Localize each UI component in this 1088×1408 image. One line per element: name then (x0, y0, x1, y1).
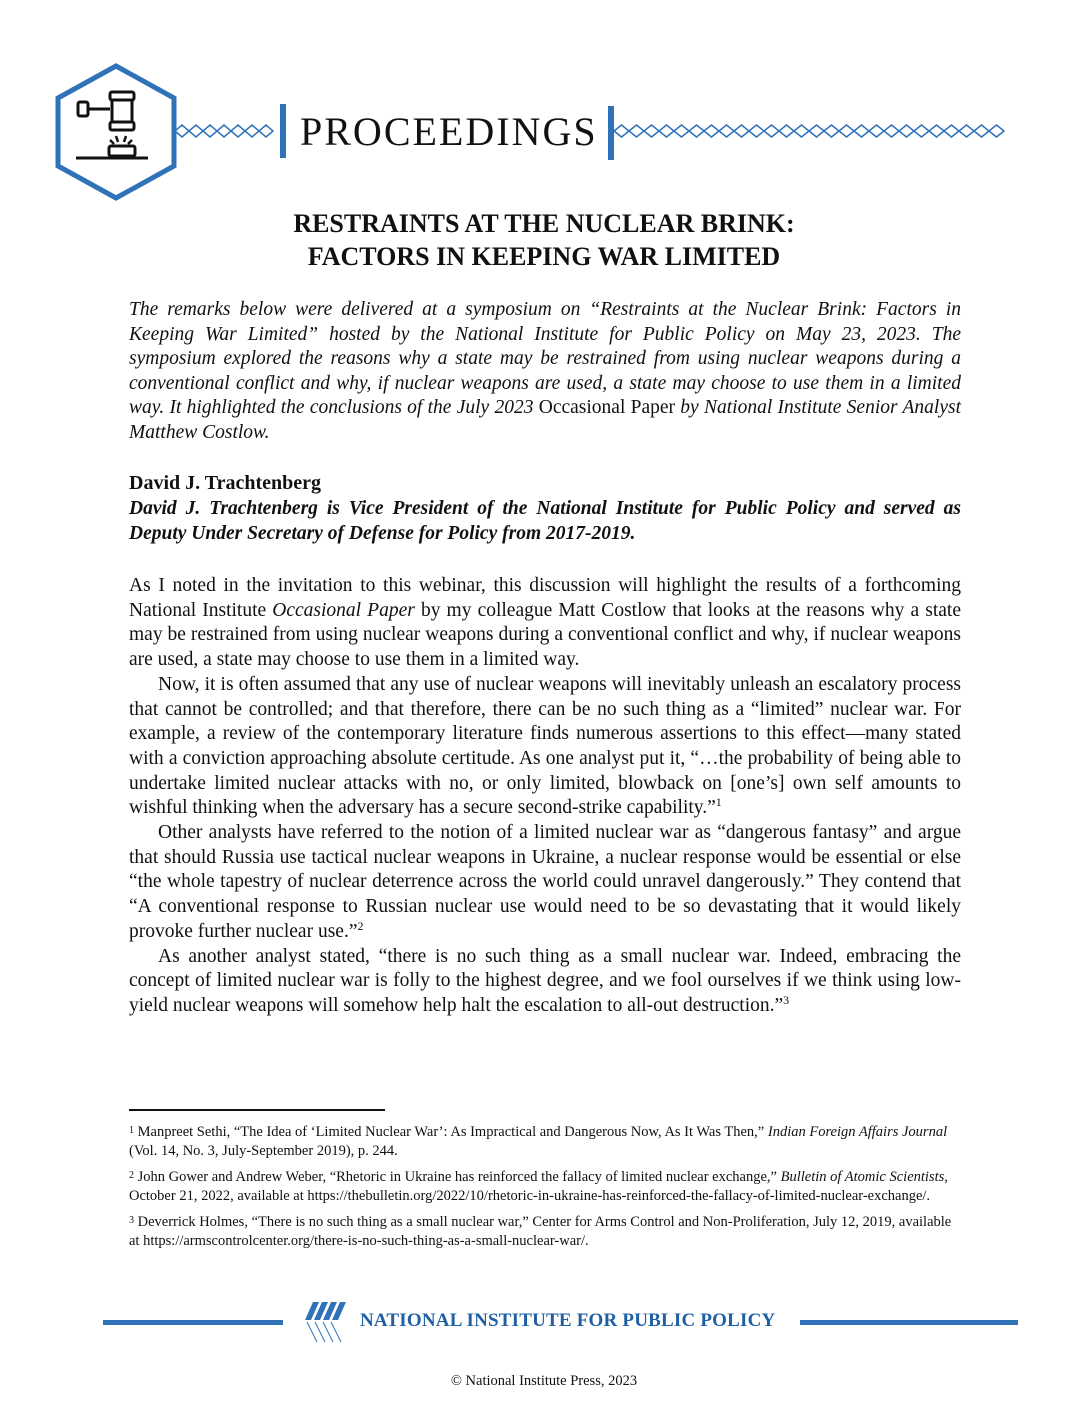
footnote-publication: Indian Foreign Affairs Journal (767, 1124, 948, 1140)
body-paragraph (129, 945, 961, 1019)
footnote-text: Manpreet Sethi, “The Idea of ‘Limited Nuclear War’: As Impractical and Dangerous Now, As It Was Then,” (134, 1124, 768, 1140)
footer-rule-right (800, 1320, 1018, 1325)
page-header (0, 0, 1088, 200)
footnotes (129, 1121, 961, 1255)
footnote-publication: Bulletin of Atomic Scientists (780, 1168, 945, 1185)
body-text: Now, it is often assumed that any use of nuclear weapons will inevitably unleash an escalatory process that cannot be controlled; and that therefore, there can be no such thing as a “limited” nuclear war. For example, a review of the contemporary literature finds numerous assertions to this effect—many stated with a conviction approaching absolute certitude. As one analyst put it, “…the probability of being able to undertake limited nuclear attacks with no, or only limited, blowback on [one’s] own self amounts to wishful thinking when the adversary has a secure second-strike capability.” (129, 673, 961, 819)
body-paragraph (129, 673, 961, 821)
footnote-link-text[interactable]: , October 21, 2022, available at https://thebulletin.org/2022/10/rhetoric-in-ukraine-has-reinforced-the-fallacy-of-limited-nuclear-exchange/. (129, 1168, 948, 1205)
footnote-ref-2[interactable]: 2 (357, 918, 364, 933)
nipp-stripes-logo-icon (303, 1300, 351, 1344)
body-text: by my colleague Matt Costlow that looks at the reasons why a state may be restrained from using nuclear weapons during a conventional conflict and why, if nuclear weapons are used, a state may choose to use them in a limited way. (129, 599, 961, 671)
intro-publication-name: Occasional Paper (538, 397, 676, 419)
footnote-ref-1[interactable]: 1 (715, 795, 722, 810)
title-line-1: RESTRAINTS AT THE NUCLEAR BRINK: (293, 209, 795, 238)
body-paragraph (129, 821, 961, 945)
footnote-3 (129, 1211, 961, 1252)
intro-text: The remarks below were delivered at a symposium on “Restraints at the Nuclear Brink: Factors in Keeping War Limited” hosted by the National Institute for Public Policy on May 23, 2023. The symposium explored the reasons why a state may be restrained from using nuclear weapons during a conventional conflict and why, if nuclear weapons are used, a state may choose to use them in a limited way. It highlighted the conclusions of the July 2023 (129, 299, 961, 419)
diamond-chain-left-decoration (175, 124, 280, 138)
footnote-number: 3 (129, 1214, 134, 1226)
footnote-link-text[interactable]: Deverrick Holmes, “There is no such thing as a small nuclear war,” Center for Arms Control and Non-Proliferation, July 12, 2019, available at https://armscontrolcenter.org/there-is-no-such-thing-as-a-small-nuclear-war/. (129, 1213, 952, 1250)
footnote-ref-3[interactable]: 3 (783, 992, 790, 1007)
footer-rule-left (103, 1320, 283, 1325)
footnote-text: John Gower and Andrew Weber, “Rhetoric in Ukraine has reinforced the fallacy of limited nuclear exchange,” (134, 1168, 781, 1185)
footnote-1 (129, 1121, 961, 1162)
speaker-bio: David J. Trachtenberg is Vice President of the National Institute for Public Policy and served as Deputy Under Secretary of Defense for Policy from 2017-2019. (129, 498, 961, 544)
copyright-notice: © National Institute Press, 2023 (450, 1373, 638, 1389)
publication-name: Occasional Paper (272, 599, 415, 621)
article-body (129, 574, 961, 1019)
footer-organization-name: NATIONAL INSTITUTE FOR PUBLIC POLICY (360, 1310, 776, 1331)
body-text: As I noted in the invitation to this webinar, this discussion will highlight the results of a forthcoming National Institute (129, 575, 961, 621)
speaker-name: David J. Trachtenberg (129, 472, 322, 494)
footnote-number: 1 (129, 1125, 134, 1136)
gavel-icon (52, 62, 180, 202)
footnote-2 (129, 1166, 961, 1207)
document-title (0, 207, 1088, 273)
header-bar-left (280, 104, 286, 158)
body-paragraph (129, 574, 961, 673)
footnote-text: (Vol. 14, No. 3, July-September 2019), p. 244. (129, 1143, 398, 1160)
series-label: PROCEEDINGS (300, 109, 598, 154)
diamond-chain-right-decoration (614, 124, 1014, 138)
body-text: Other analysts have referred to the notion of a limited nuclear war as “dangerous fantasy” and argue that should Russia use tactical nuclear weapons in Ukraine, a nuclear response would be essential or else “the whole tapestry of nuclear deterrence across the world could unravel dangerously.” They contend that “A conventional response to Russian nuclear use would need to be so devastating that it would likely provoke further nuclear use.” (129, 822, 961, 942)
footnote-divider (129, 1109, 385, 1111)
body-text: As another analyst stated, “there is no such thing as a small nuclear war. Indeed, embracing the concept of limited nuclear war is folly to the highest degree, and we fool ourselves if we think using low-yield nuclear weapons will somehow help halt the escalation to all-out destruction.” (129, 945, 961, 1016)
title-line-2: FACTORS IN KEEPING WAR LIMITED (307, 242, 781, 271)
intro-text-end: by National Institute Senior Analyst Matthew Costlow. (129, 397, 961, 443)
intro-paragraph (129, 298, 961, 446)
footnote-number: 2 (129, 1169, 134, 1181)
